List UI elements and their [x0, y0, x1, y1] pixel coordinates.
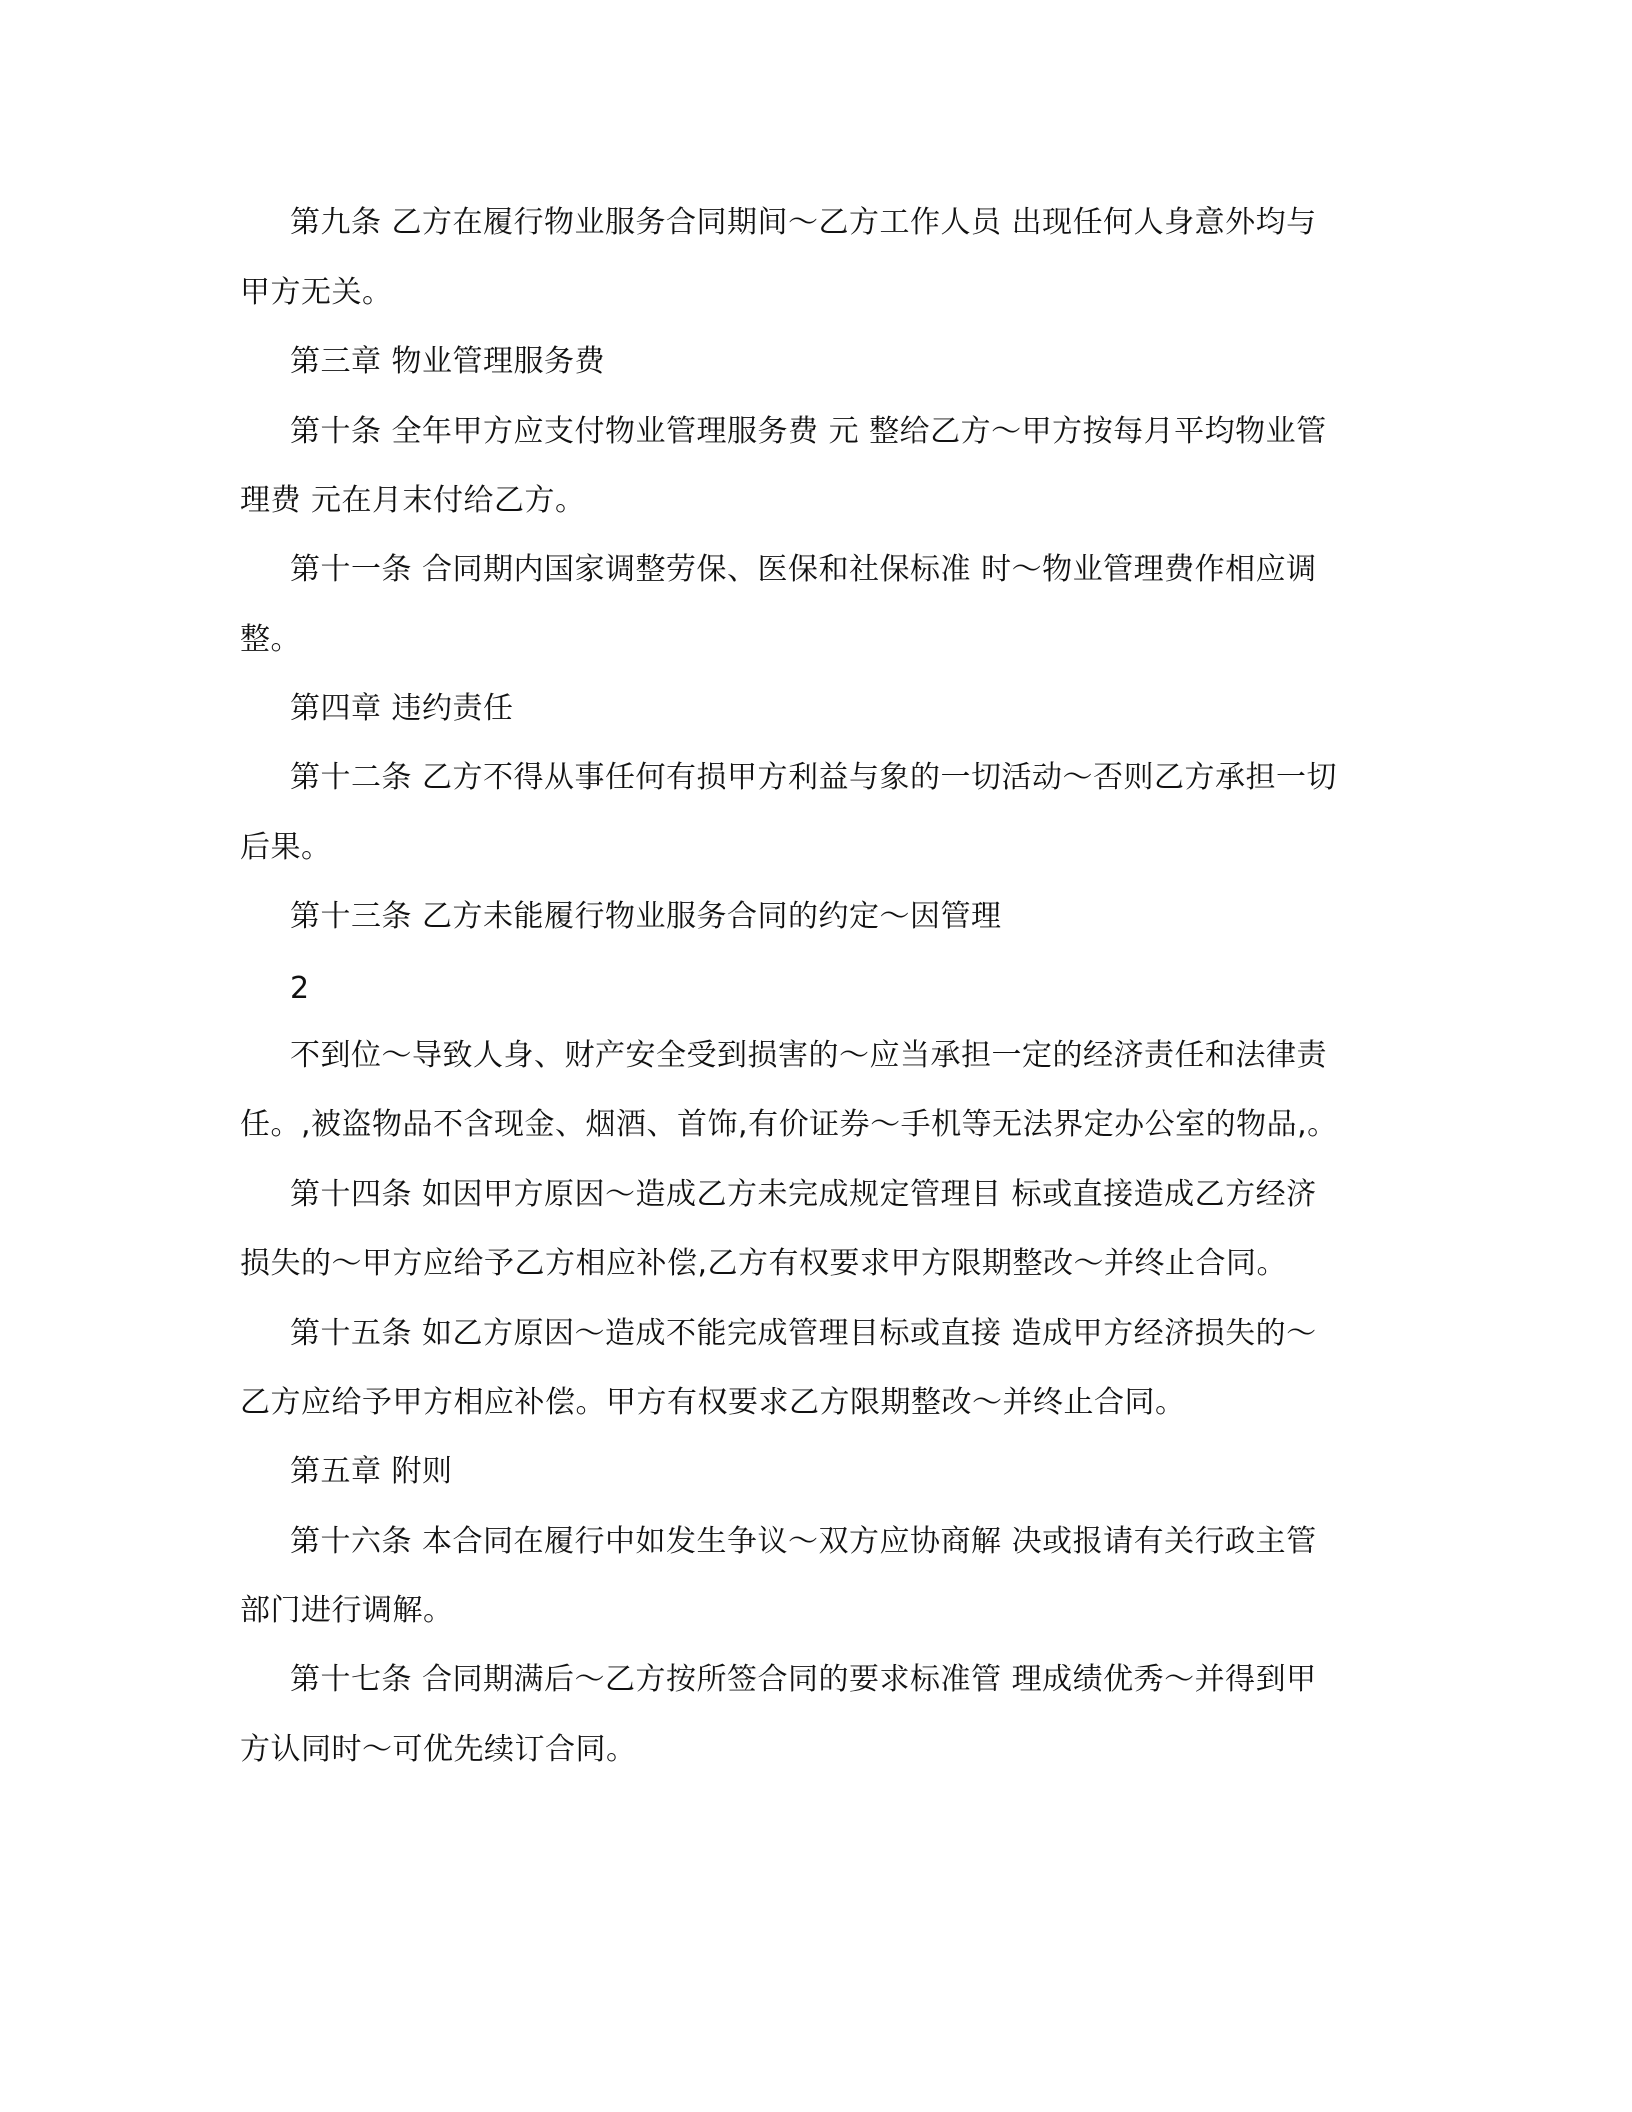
text-line: 第十条 全年甲方应支付物业管理服务费 元 整给乙方～甲方按每月平均物业管: [290, 414, 1327, 449]
text-line: 部门进行调解。: [240, 1593, 454, 1628]
text-line: 甲方无关。: [240, 275, 393, 310]
text-line: 第九条 乙方在履行物业服务合同期间～乙方工作人员 出现任何人身意外均与: [290, 205, 1317, 240]
text-line: 后果。: [240, 830, 332, 865]
chapter-heading: 第四章 违约责任: [290, 691, 514, 726]
chapter-heading: 第三章 物业管理服务费: [290, 344, 606, 379]
text-line: 第十二条 乙方不得从事任何有损甲方利益与象的一切活动～否则乙方承担一切: [290, 760, 1338, 795]
text-line: 第十五条 如乙方原因～造成不能完成管理目标或直接 造成甲方经济损失的～: [290, 1316, 1317, 1351]
text-line: 第十三条 乙方未能履行物业服务合同的约定～因管理: [290, 899, 1002, 934]
text-line: 损失的～甲方应给予乙方相应补偿,乙方有权要求甲方限期整改～并终止合同。: [240, 1246, 1288, 1281]
chapter-heading: 第五章 附则: [290, 1454, 453, 1489]
page-number: 2: [290, 971, 310, 1006]
text-line: 不到位～导致人身、财产安全受到损害的～应当承担一定的经济责任和法律责: [290, 1038, 1327, 1073]
text-line: 任。,被盗物品不含现金、烟酒、首饰,有价证券～手机等无法界定办公室的物品,。: [240, 1107, 1338, 1142]
text-line: 第十六条 本合同在履行中如发生争议～双方应协商解 决或报请有关行政主管: [290, 1524, 1317, 1559]
text-line: 方认同时～可优先续订合同。: [240, 1732, 637, 1767]
text-line: 第十七条 合同期满后～乙方按所签合同的要求标准管 理成绩优秀～并得到甲: [290, 1662, 1317, 1697]
text-line: 整。: [240, 622, 301, 657]
text-line: 乙方应给予甲方相应补偿。甲方有权要求乙方限期整改～并终止合同。: [240, 1385, 1186, 1420]
text-line: 理费 元在月末付给乙方。: [240, 483, 586, 518]
text-line: 第十一条 合同期内国家调整劳保、医保和社保标准 时～物业管理费作相应调: [290, 552, 1317, 587]
text-line: 第十四条 如因甲方原因～造成乙方未完成规定管理目 标或直接造成乙方经济: [290, 1177, 1317, 1212]
